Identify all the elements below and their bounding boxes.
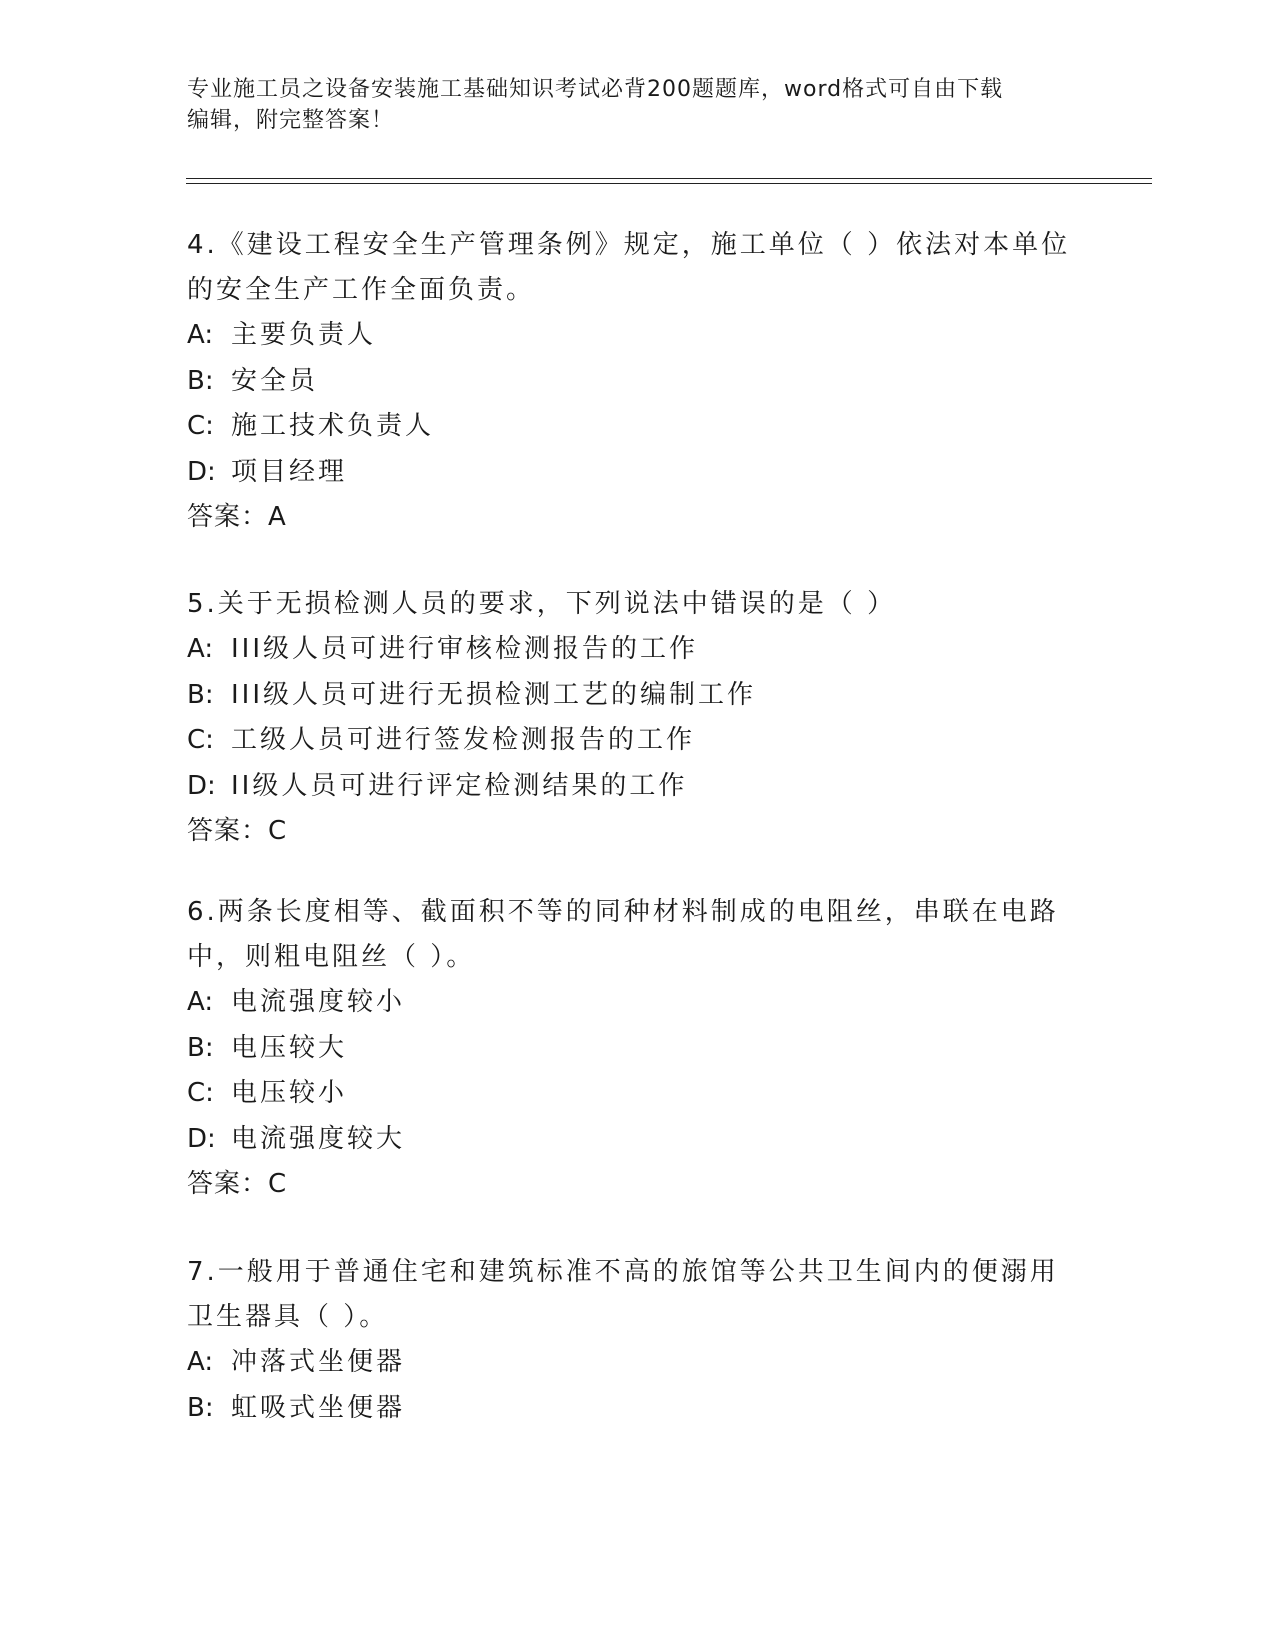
option-text: 工级人员可进行签发检测报告的工作 bbox=[231, 725, 696, 755]
answer-label: 答案：C bbox=[187, 816, 288, 846]
option-text: 电压较小 bbox=[231, 1078, 348, 1108]
question-6 bbox=[187, 890, 1087, 1207]
document-header bbox=[187, 74, 1067, 136]
option-text: 项目经理 bbox=[231, 456, 348, 487]
option-letter: B: bbox=[187, 679, 214, 710]
option-a bbox=[187, 980, 1087, 1026]
option-b bbox=[187, 673, 1087, 719]
option-d bbox=[187, 1117, 1087, 1163]
option-text: 虹吸式坐便器 bbox=[231, 1392, 406, 1423]
option-text: II级人员可进行评定检测结果的工作 bbox=[231, 770, 688, 801]
answer-label: 答案：C bbox=[187, 1169, 288, 1199]
option-b bbox=[187, 359, 1087, 405]
option-text: III级人员可进行审核检测报告的工作 bbox=[231, 634, 699, 664]
header-divider-bottom bbox=[186, 183, 1152, 184]
question-stem-line: 7.一般用于普通住宅和建筑标准不高的旅馆等公共卫生间内的便溺用 bbox=[187, 1257, 1059, 1287]
option-text: 电压较大 bbox=[231, 1032, 348, 1063]
header-line-2: 编辑，附完整答案！ bbox=[187, 108, 395, 133]
question-stem-line: 4.《建设工程安全生产管理条例》规定，施工单位（ ）依法对本单位 bbox=[187, 230, 1071, 260]
option-c bbox=[187, 718, 1087, 764]
option-letter: C: bbox=[187, 411, 214, 441]
question-stem bbox=[187, 890, 1087, 980]
question-stem-line: 卫生器具（ ）。 bbox=[187, 1302, 389, 1332]
option-b bbox=[187, 1026, 1087, 1072]
option-text: III级人员可进行无损检测工艺的编制工作 bbox=[231, 679, 757, 710]
option-b bbox=[187, 1386, 1087, 1432]
option-a bbox=[187, 627, 1087, 673]
option-letter: C: bbox=[187, 725, 214, 755]
question-stem bbox=[187, 1250, 1087, 1340]
option-text: 安全员 bbox=[231, 365, 319, 396]
option-letter: C: bbox=[187, 1078, 214, 1108]
option-text: 电流强度较小 bbox=[231, 987, 406, 1017]
header-line-1: 专业施工员之设备安装施工基础知识考试必背200题题库，word格式可自由下载 bbox=[187, 77, 1004, 102]
option-d bbox=[187, 764, 1087, 810]
option-letter: D: bbox=[187, 1123, 216, 1154]
option-letter: D: bbox=[187, 770, 216, 801]
option-letter: A: bbox=[187, 634, 214, 664]
option-a bbox=[187, 1340, 1087, 1386]
question-stem bbox=[187, 582, 1087, 627]
answer-label: 答案：A bbox=[187, 502, 287, 532]
option-letter: B: bbox=[187, 365, 214, 396]
option-letter: A: bbox=[187, 1347, 214, 1377]
option-letter: A: bbox=[187, 320, 214, 350]
option-letter: B: bbox=[187, 1392, 214, 1423]
option-c bbox=[187, 1071, 1087, 1117]
option-letter: D: bbox=[187, 456, 216, 487]
header-divider-top bbox=[186, 178, 1152, 179]
question-stem-line: 5.关于无损检测人员的要求，下列说法中错误的是（ ） bbox=[187, 589, 897, 619]
question-stem-line: 中，则粗电阻丝（ ）。 bbox=[187, 942, 476, 972]
question-stem bbox=[187, 223, 1087, 313]
option-letter: B: bbox=[187, 1032, 214, 1063]
option-text: 冲落式坐便器 bbox=[231, 1347, 406, 1377]
option-text: 主要负责人 bbox=[231, 320, 377, 350]
question-7 bbox=[187, 1250, 1087, 1431]
question-5 bbox=[187, 582, 1087, 854]
option-c bbox=[187, 404, 1087, 450]
option-d bbox=[187, 450, 1087, 496]
option-a bbox=[187, 313, 1087, 359]
option-text: 施工技术负责人 bbox=[231, 411, 435, 441]
option-letter: A: bbox=[187, 987, 214, 1017]
question-stem-line: 的安全生产工作全面负责。 bbox=[187, 275, 536, 305]
question-4 bbox=[187, 223, 1087, 540]
option-text: 电流强度较大 bbox=[231, 1123, 406, 1154]
question-stem-line: 6.两条长度相等、截面积不等的同种材料制成的电阻丝，串联在电路 bbox=[187, 897, 1059, 927]
